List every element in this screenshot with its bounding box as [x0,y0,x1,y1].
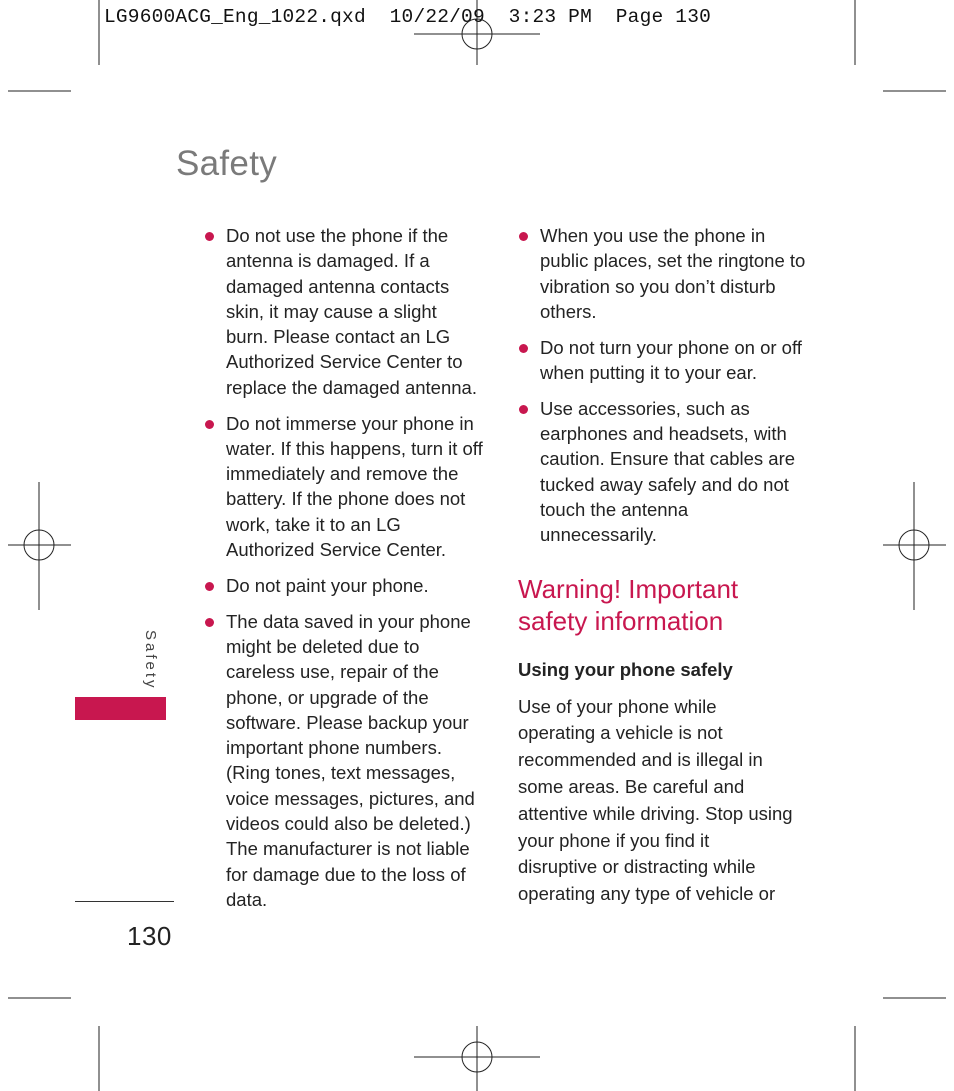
list-item [518,335,808,386]
side-tab-marker [75,697,166,720]
registration-mark-top [414,0,540,65]
warning-heading: Warning! Important safety information [518,573,739,636]
left-bullet-list [204,223,484,912]
bullet-text: Use accessories, such as earphones and headsets, with caution. Ensure that cables are tucked away safely and do not touch the antenna unnecessarily. [540,397,796,546]
bullet-dot-icon [205,582,214,591]
list-item [204,223,484,400]
bullet-dot-icon [205,232,214,241]
bullet-text: Do not immerse your phone in water. If this happens, turn it off immediately and remove the battery. If the phone does not work, take it to an LG Authorized Service Center. [226,412,483,561]
bullet-dot-icon [519,344,528,353]
body-paragraph: Use of your phone while operating a vehicle is not recommended and is illegal in some areas. Be careful and attentive while driving. Stop using your phone if you find it disruptive or distracting while operating any type of vehicle or [518,695,793,905]
page-number: 130 [127,921,172,951]
left-column [204,223,484,923]
section-subheading: Using your phone safely [518,658,733,680]
bullet-text: When you use the phone in public places, set the ringtone to vibration so you don’t disturb others. [540,225,806,322]
bullet-text: Do not turn your phone on or off when putting it to your ear. [540,336,802,383]
bullet-dot-icon [205,618,214,627]
list-item [518,396,808,548]
list-item [518,223,808,324]
print-slug-line: LG9600ACG_Eng_1022.qxd 10/22/09 3:23 PM Page 130 [104,6,711,28]
list-item [204,411,484,563]
bullet-dot-icon [519,405,528,414]
page-number-rule [75,901,174,902]
list-item [204,609,484,913]
side-tab-label: Safety [142,630,159,691]
registration-mark-bottom [414,1026,540,1091]
list-item [204,573,484,598]
right-bullet-list [518,223,808,548]
bullet-dot-icon [205,420,214,429]
bullet-text: Do not use the phone if the antenna is damaged. If a damaged antenna contacts skin, it may cause a slight burn. Please contact an LG Authorized Service Center to replace the damaged antenna. [226,225,477,398]
bullet-dot-icon [519,232,528,241]
bullet-text: Do not paint your phone. [226,574,429,596]
registration-mark-right [883,482,946,610]
page-title: Safety [176,144,278,183]
registration-mark-left [8,482,71,610]
bullet-text: The data saved in your phone might be deleted due to careless use, repair of the phone, or upgrade of the software. Please backup your important phone numbers. (Ring tones, text messages, voice messages, pictures, and videos could also be deleted.) The manufacturer is not liable for damage due to the loss of data. [226,610,475,910]
right-column [518,223,808,908]
